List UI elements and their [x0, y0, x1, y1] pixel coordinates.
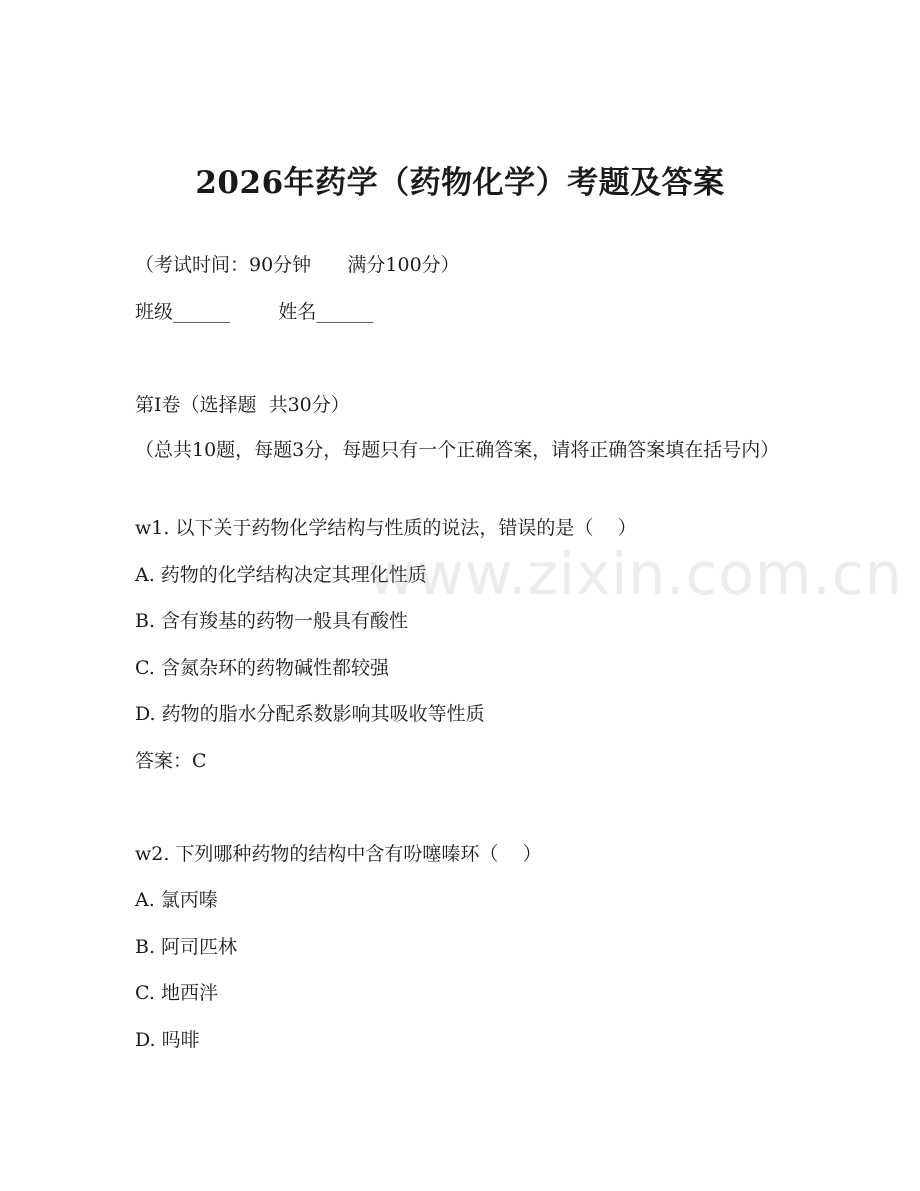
question-1-stem: w1. 以下关于药物化学结构与性质的说法，错误的是（ ） [135, 517, 637, 539]
section-title: 第I卷（选择题 共30分） [135, 394, 350, 416]
question-1-option-c: C. 含氮杂环的药物碱性都较强 [135, 657, 389, 679]
question-2-option-a: A. 氯丙嗪 [135, 889, 218, 911]
question-2-option-d: D. 吗啡 [135, 1029, 200, 1051]
student-info: 班级______ 姓名______ [135, 301, 374, 323]
section-instructions: （总共10题，每题3分，每题只有一个正确答案，请将正确答案填在括号内） [135, 439, 780, 461]
document-title: 2026年药学（药物化学）考题及答案 [195, 165, 725, 201]
question-1-option-b: B. 含有羧基的药物一般具有酸性 [135, 610, 409, 632]
question-1-option-a: A. 药物的化学结构决定其理化性质 [135, 564, 427, 586]
watermark: www.zixin.com.cn [368, 540, 903, 608]
question-1-option-d: D. 药物的脂水分配系数影响其吸收等性质 [135, 703, 485, 725]
question-2-option-c: C. 地西泮 [135, 982, 218, 1004]
question-2-option-b: B. 阿司匹林 [135, 936, 238, 958]
question-1-answer: 答案：C [135, 750, 207, 772]
exam-info: （考试时间：90分钟 满分100分） [135, 254, 460, 276]
question-2-stem: w2. 下列哪种药物的结构中含有吩噻嗪环（ ） [135, 843, 542, 865]
